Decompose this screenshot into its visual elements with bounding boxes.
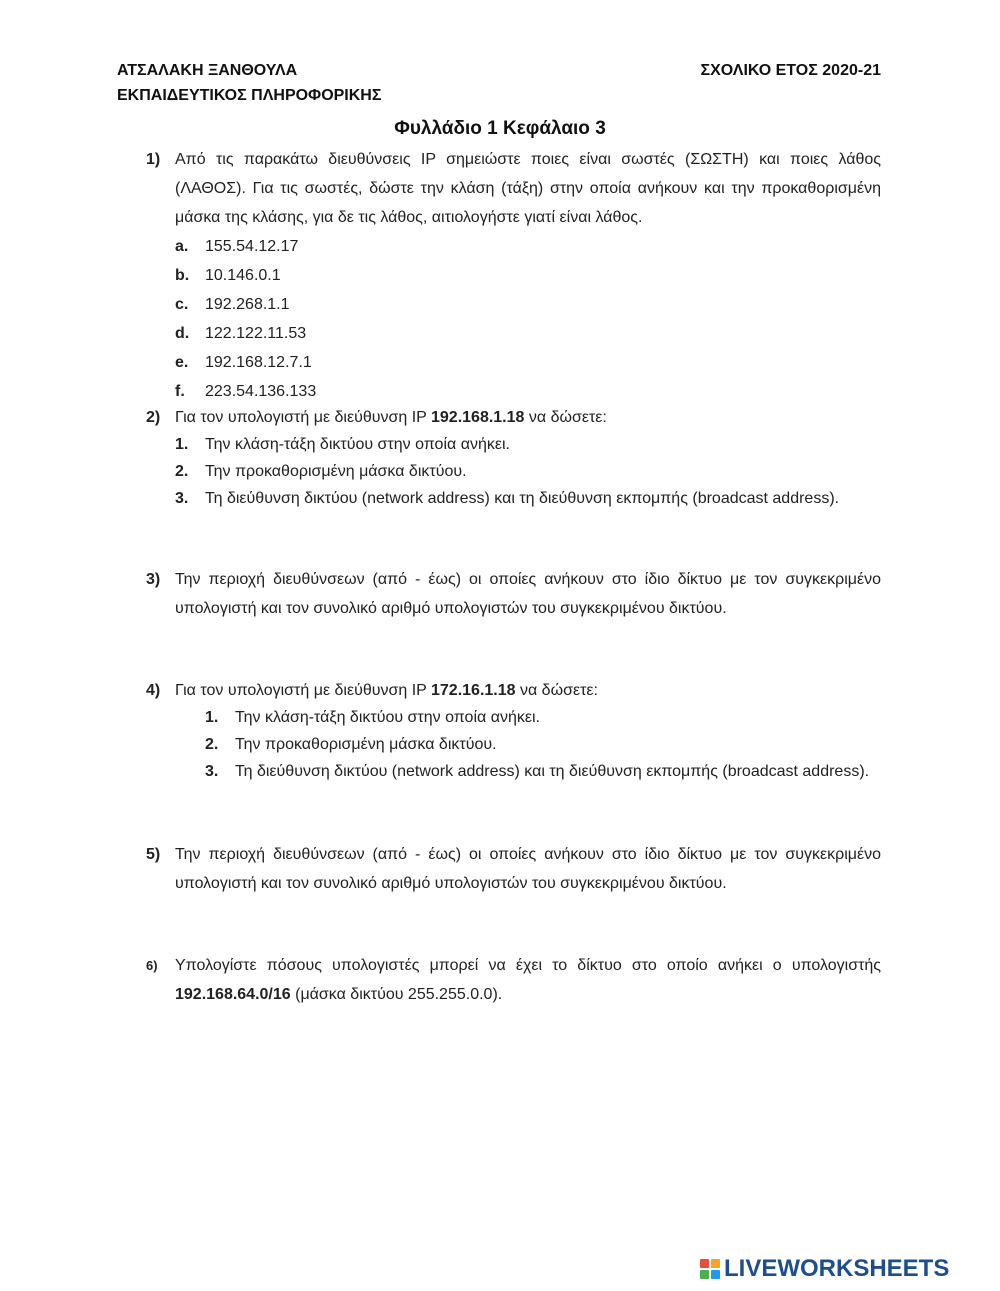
list-item: [146, 261, 881, 290]
numbered-list: [175, 431, 881, 512]
question-3: [146, 565, 881, 623]
author-role: ΕΚΠΑΙΔΕΥΤΙΚΟΣ ΠΛΗΡΟΦΟΡΙΚΗΣ: [117, 87, 382, 104]
list-item: [146, 319, 881, 348]
ip-address-list: [146, 232, 881, 406]
author-name: ΑΤΣΑΛΑΚΗ ΞΑΝΘΟΥΛΑ: [117, 62, 298, 79]
item-text: Την κλάση-τάξη δικτύου στην οποία ανήκει.: [205, 436, 510, 453]
item-text: Την κλάση-τάξη δικτύου στην οποία ανήκει.: [235, 709, 540, 726]
question-number: 6): [146, 958, 158, 973]
ip-address: 223.54.136.133: [205, 383, 317, 400]
item-text: Την προκαθορισμένη μάσκα δικτύου.: [205, 463, 467, 480]
item-text: Τη διεύθυνση δικτύου (network address) και τη διεύθυνση εκπομπής (broadcast address).: [205, 490, 840, 507]
item-label: d.: [175, 325, 190, 342]
text-segment: (μάσκα δικτύου 255.255.0.0).: [290, 986, 503, 1003]
list-item: [175, 431, 881, 458]
list-item: [146, 232, 881, 261]
list-item: [205, 731, 881, 758]
question-2: [146, 403, 881, 512]
liveworksheets-logo: [700, 1254, 949, 1284]
item-label: 2.: [175, 463, 189, 480]
question-1: [146, 145, 881, 406]
ip-address: 122.122.11.53: [205, 325, 307, 342]
ip-address: 172.16.1.18: [431, 682, 516, 699]
ip-address: 192.168.1.18: [431, 409, 525, 426]
question-number: 3): [146, 571, 161, 588]
list-item: [175, 458, 881, 485]
question-text: Την περιοχή διευθύνσεων (από - έως) οι οποίες ανήκουν στο ίδιο δίκτυο με τον συγκεκριμένο υπολογιστή και τον συνολικό αριθμό υπολογιστών του συγκεκριμένου δικτύου.: [175, 571, 881, 617]
logo-text: LIVEWORKSHEETS: [724, 1255, 950, 1282]
ip-address: 155.54.12.17: [205, 238, 299, 255]
ip-address: 192.268.1.1: [205, 296, 290, 313]
item-label: 1.: [205, 709, 219, 726]
school-year: ΣΧΟΛΙΚΟ ΕΤΟΣ 2020-21: [700, 62, 881, 79]
question-number: 4): [146, 682, 161, 699]
list-item: [146, 290, 881, 319]
item-label: f.: [175, 383, 185, 400]
item-label: 1.: [175, 436, 189, 453]
list-item: [205, 758, 881, 785]
text-segment: Υπολογίστε πόσους υπολογιστές μπορεί να έχει το δίκτυο στο οποίο ανήκει ο υπολογιστής: [175, 957, 881, 974]
logo-blocks-icon: [700, 1259, 720, 1279]
text-segment: Για τον υπολογιστή με διεύθυνση IP: [175, 409, 431, 426]
item-label: e.: [175, 354, 189, 371]
question-6: [146, 951, 881, 1009]
list-item: [175, 485, 881, 512]
question-number: 2): [146, 409, 161, 426]
question-text: [175, 403, 881, 432]
question-text: [175, 951, 881, 1009]
question-text: [175, 676, 881, 705]
item-label: b.: [175, 267, 190, 284]
item-label: c.: [175, 296, 189, 313]
list-item: [205, 704, 881, 731]
page-title: Φυλλάδιο 1 Κεφάλαιο 3: [394, 118, 606, 139]
item-text: Τη διεύθυνση δικτύου (network address) και τη διεύθυνση εκπομπής (broadcast address).: [235, 763, 870, 780]
list-item: [146, 377, 881, 406]
question-number: 1): [146, 151, 161, 168]
text-segment: να δώσετε:: [515, 682, 598, 699]
item-label: 3.: [205, 763, 219, 780]
ip-address: 192.168.64.0/16: [175, 986, 291, 1003]
list-item: [146, 348, 881, 377]
item-label: a.: [175, 238, 189, 255]
question-5: [146, 840, 881, 898]
numbered-list: [205, 704, 881, 785]
question-number: 5): [146, 846, 161, 863]
question-4: [146, 676, 881, 785]
text-segment: Για τον υπολογιστή με διεύθυνση IP: [175, 682, 431, 699]
ip-address: 10.146.0.1: [205, 267, 281, 284]
text-segment: να δώσετε:: [524, 409, 607, 426]
question-text: Από τις παρακάτω διευθύνσεις IP σημειώστε ποιες είναι σωστές (ΣΩΣΤΗ) και ποιες λάθος (ΛΑΘΟΣ). Για τις σωστές, δώστε την κλάση (τάξη) στην οποία ανήκουν και την προκαθορισμένη μάσκα της κλάσης, για δε τις λάθος, αιτιολογήστε γιατί είναι λάθος.: [175, 151, 881, 226]
item-text: Την προκαθορισμένη μάσκα δικτύου.: [235, 736, 497, 753]
item-label: 2.: [205, 736, 219, 753]
item-label: 3.: [175, 490, 189, 507]
ip-address: 192.168.12.7.1: [205, 354, 312, 371]
question-text: Την περιοχή διευθύνσεων (από - έως) οι οποίες ανήκουν στο ίδιο δίκτυο με τον συγκεκριμένο υπολογιστή και τον συνολικό αριθμό υπολογιστών του συγκεκριμένου δικτύου.: [175, 846, 881, 892]
